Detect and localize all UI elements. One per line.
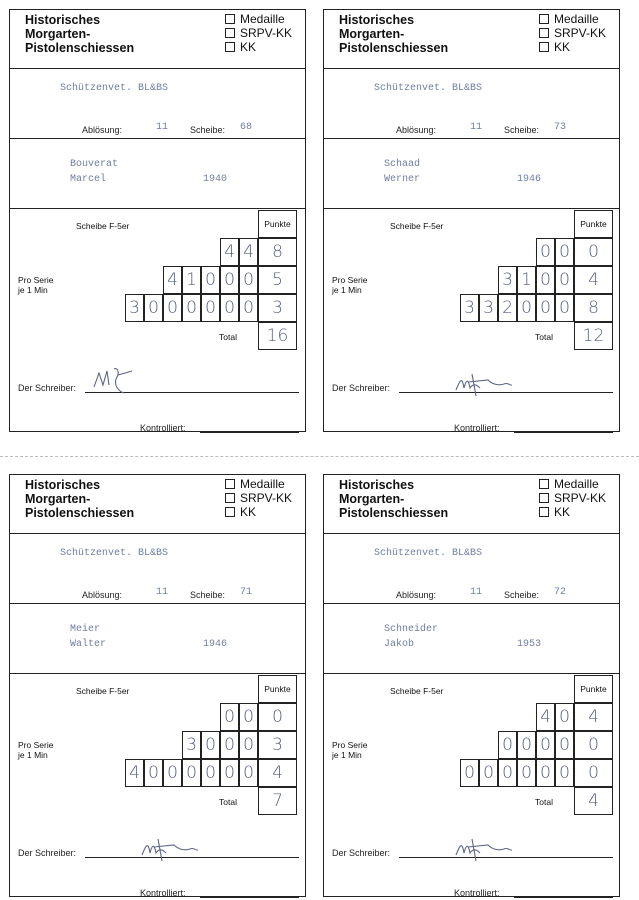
club-name: Schützenvet. BL&BS [60,548,169,559]
checkbox[interactable] [225,493,235,503]
shooter-firstname: Jakob [384,639,415,650]
shooter-firstname: Marcel [70,174,107,185]
title-line: Historisches [339,478,415,492]
series-points[interactable]: 5 [258,266,297,294]
shot-cell[interactable]: 0 [201,294,220,322]
category-option[interactable] [539,40,606,54]
shot-cell[interactable]: 4 [163,266,182,294]
shot-cell[interactable]: 0 [220,294,239,322]
target-label: Scheibe F-5er [76,686,130,696]
kontrolliert-label: Kontrolliert: [140,423,186,433]
shot-cell[interactable]: 0 [536,238,555,266]
shot-cell[interactable]: 0 [536,266,555,294]
schreiber-label: Der Schreiber: [332,848,391,858]
shot-cell[interactable]: 3 [460,294,479,322]
shot-cell[interactable]: 0 [163,294,182,322]
score-card [323,9,620,432]
score-card [323,474,620,897]
category-options [225,477,292,519]
shot-cell[interactable]: 3 [479,294,498,322]
kontrolliert-signature-line[interactable] [200,897,299,898]
series-points[interactable]: 0 [258,703,297,731]
club-section [324,68,619,139]
category-option[interactable] [225,491,292,505]
checkbox[interactable] [225,14,235,24]
shot-cell[interactable]: 0 [144,294,163,322]
shot-cell[interactable]: 0 [555,238,574,266]
card-header [10,10,305,69]
total-label: Total [535,332,553,342]
shot-cell[interactable]: 0 [201,759,220,787]
shot-cell[interactable]: 0 [536,294,555,322]
shot-cell[interactable]: 0 [239,731,258,759]
shooter-section [10,603,305,674]
shot-cell[interactable]: 0 [517,759,536,787]
abloesung-label: Ablösung: [396,125,437,135]
checkbox[interactable] [225,479,235,489]
scheibe-label: Scheibe: [190,125,226,135]
score-card [9,9,306,432]
category-option-label: SRPV-KK [240,26,293,40]
shooter-firstname: Walter [70,639,107,650]
club-section [10,533,305,604]
je-min-text: je 1 Min [332,750,362,760]
series-points[interactable]: 3 [258,731,297,759]
abloesung-label: Ablösung: [82,125,123,135]
category-option[interactable] [225,12,292,26]
shooter-lastname: Bouverat [70,159,119,170]
title-line: Morgarten- [25,492,91,506]
schreiber-label: Der Schreiber: [332,383,391,393]
card-header [324,475,619,534]
category-option[interactable] [539,477,606,491]
category-option-label: Medaille [554,477,599,491]
shot-cell[interactable]: 0 [555,703,574,731]
shot-cell[interactable]: 0 [536,731,555,759]
scoring-section [324,208,619,431]
kontrolliert-label: Kontrolliert: [140,888,186,898]
category-option[interactable] [225,477,292,491]
total-points[interactable]: 7 [258,787,297,815]
scheibe-value: 71 [240,587,253,598]
total-points[interactable]: 16 [258,322,297,350]
shot-cell[interactable]: 0 [182,759,201,787]
category-option-label: Medaille [240,12,285,26]
title-line: Morgarten- [25,27,91,41]
shot-cell[interactable]: 0 [498,759,517,787]
shooter-year: 1953 [517,639,542,650]
series-points[interactable]: 3 [258,294,297,322]
shot-cell[interactable]: 0 [479,759,498,787]
title-line: Pistolenschiessen [25,506,135,520]
card-title [339,13,448,55]
series-points[interactable]: 4 [574,703,613,731]
shot-cell[interactable]: 0 [220,731,239,759]
punkte-header: Punkte [258,210,297,238]
category-option[interactable] [539,26,606,40]
total-label: Total [219,332,237,342]
scoring-section [324,673,619,896]
shot-cell[interactable]: 0 [555,759,574,787]
series-points[interactable]: 0 [574,759,613,787]
category-option-label: KK [240,40,257,54]
shot-cell[interactable]: 3 [125,294,144,322]
shot-cell[interactable]: 0 [220,266,239,294]
pro-serie-label [332,740,367,760]
shooter-firstname: Werner [384,174,421,185]
category-option-label: KK [240,505,257,519]
abloesung-value: 11 [470,587,483,598]
category-option-label: SRPV-KK [554,491,607,505]
shooter-lastname: Meier [70,624,101,635]
title-line: Historisches [339,13,415,27]
kontrolliert-signature-line[interactable] [514,897,613,898]
schreiber-signature [454,833,514,867]
pro-serie-text: Pro Serie [18,740,54,750]
shot-cell[interactable]: 0 [536,759,555,787]
schreiber-label: Der Schreiber: [18,848,77,858]
shooter-section [10,138,305,209]
shot-cell[interactable]: 4 [239,238,258,266]
total-label: Total [219,797,237,807]
club-section [10,68,305,139]
shot-cell[interactable]: 0 [555,731,574,759]
shot-cell[interactable]: 4 [220,238,239,266]
target-label: Scheibe F-5er [76,221,130,231]
shot-cell[interactable]: 3 [182,731,201,759]
card-header [10,475,305,534]
abloesung-value: 11 [470,122,483,133]
category-option[interactable] [539,12,606,26]
checkbox[interactable] [539,14,549,24]
fold-line [0,456,639,457]
series-points[interactable]: 4 [258,759,297,787]
shooter-lastname: Schneider [384,624,439,635]
shot-cell[interactable]: 0 [517,294,536,322]
checkbox[interactable] [539,28,549,38]
shot-cell[interactable]: 0 [239,759,258,787]
shooter-section [324,138,619,209]
scoring-section [10,673,305,896]
checkbox[interactable] [539,507,549,517]
shot-cell[interactable]: 0 [460,759,479,787]
je-min-text: je 1 Min [18,750,48,760]
shot-cell[interactable]: 0 [239,703,258,731]
shot-cell[interactable]: 0 [144,759,163,787]
card-title [25,13,134,55]
target-label: Scheibe F-5er [390,221,444,231]
schreiber-signature [90,363,150,397]
scheibe-value: 73 [554,122,567,133]
shooter-year: 1940 [203,174,228,185]
club-name: Schützenvet. BL&BS [374,548,483,559]
category-option[interactable] [225,26,292,40]
scheibe-value: 72 [554,587,567,598]
checkbox[interactable] [225,42,235,52]
pro-serie-label [18,740,53,760]
pro-serie-label [18,275,53,295]
je-min-text: je 1 Min [18,285,48,295]
shot-cell[interactable]: 0 [555,294,574,322]
shot-cell[interactable]: 0 [163,759,182,787]
checkbox[interactable] [539,493,549,503]
shooter-section [324,603,619,674]
shot-cell[interactable]: 0 [517,731,536,759]
title-line: Historisches [25,478,101,492]
shooter-year: 1946 [517,174,542,185]
card-header [324,10,619,69]
shot-cell[interactable]: 0 [498,731,517,759]
je-min-text: je 1 Min [332,285,362,295]
pro-serie-label [332,275,367,295]
shot-cell[interactable]: 4 [536,703,555,731]
checkbox[interactable] [225,507,235,517]
total-points[interactable]: 4 [574,787,613,815]
shot-cell[interactable]: 0 [201,266,220,294]
abloesung-value: 11 [156,587,169,598]
category-option-label: SRPV-KK [240,491,293,505]
shot-cell[interactable]: 0 [555,266,574,294]
shot-cell[interactable]: 0 [201,731,220,759]
category-options [539,12,606,54]
pro-serie-text: Pro Serie [332,740,368,750]
kontrolliert-label: Kontrolliert: [454,888,500,898]
category-option-label: KK [554,505,571,519]
category-option-label: SRPV-KK [554,26,607,40]
shooter-lastname: Schaad [384,159,421,170]
scheibe-label: Scheibe: [504,125,540,135]
abloesung-label: Ablösung: [396,590,437,600]
punkte-header: Punkte [574,210,613,238]
scheibe-value: 68 [240,122,253,133]
club-name: Schützenvet. BL&BS [374,83,483,94]
punkte-header: Punkte [258,675,297,703]
category-options [539,477,606,519]
schreiber-signature [454,368,514,402]
shooter-year: 1946 [203,639,228,650]
title-line: Pistolenschiessen [339,41,449,55]
shot-cell[interactable]: 3 [498,266,517,294]
series-points[interactable]: 0 [574,731,613,759]
title-line: Pistolenschiessen [25,41,135,55]
abloesung-value: 11 [156,122,169,133]
kontrolliert-signature-line[interactable] [514,432,613,433]
shot-cell[interactable]: 0 [182,294,201,322]
total-points[interactable]: 12 [574,322,613,350]
series-points[interactable]: 8 [574,294,613,322]
series-points[interactable]: 0 [574,238,613,266]
scoring-section [10,208,305,431]
club-section [324,533,619,604]
shot-cell[interactable]: 0 [239,266,258,294]
shot-cell[interactable]: 4 [125,759,144,787]
shot-cell[interactable]: 0 [220,703,239,731]
category-option[interactable] [539,491,606,505]
shot-cell[interactable]: 0 [220,759,239,787]
checkbox[interactable] [225,28,235,38]
category-option-label: Medaille [554,12,599,26]
shot-cell[interactable]: 1 [517,266,536,294]
club-name: Schützenvet. BL&BS [60,83,169,94]
card-title [25,478,134,520]
title-line: Morgarten- [339,27,405,41]
checkbox[interactable] [539,42,549,52]
shot-cell[interactable]: 1 [182,266,201,294]
shot-cell[interactable]: 0 [239,294,258,322]
series-points[interactable]: 8 [258,238,297,266]
schreiber-label: Der Schreiber: [18,383,77,393]
abloesung-label: Ablösung: [82,590,123,600]
pro-serie-text: Pro Serie [18,275,54,285]
category-option[interactable] [539,505,606,519]
card-title [339,478,448,520]
checkbox[interactable] [539,479,549,489]
title-line: Historisches [25,13,101,27]
scheibe-label: Scheibe: [504,590,540,600]
target-label: Scheibe F-5er [390,686,444,696]
category-option[interactable] [225,40,292,54]
total-label: Total [535,797,553,807]
schreiber-signature [140,833,200,867]
punkte-header: Punkte [574,675,613,703]
score-card [9,474,306,897]
kontrolliert-label: Kontrolliert: [454,423,500,433]
scheibe-label: Scheibe: [190,590,226,600]
series-points[interactable]: 4 [574,266,613,294]
pro-serie-text: Pro Serie [332,275,368,285]
title-line: Morgarten- [339,492,405,506]
kontrolliert-signature-line[interactable] [200,432,299,433]
category-option-label: KK [554,40,571,54]
shot-cell[interactable]: 2 [498,294,517,322]
title-line: Pistolenschiessen [339,506,449,520]
category-option[interactable] [225,505,292,519]
category-options [225,12,292,54]
category-option-label: Medaille [240,477,285,491]
